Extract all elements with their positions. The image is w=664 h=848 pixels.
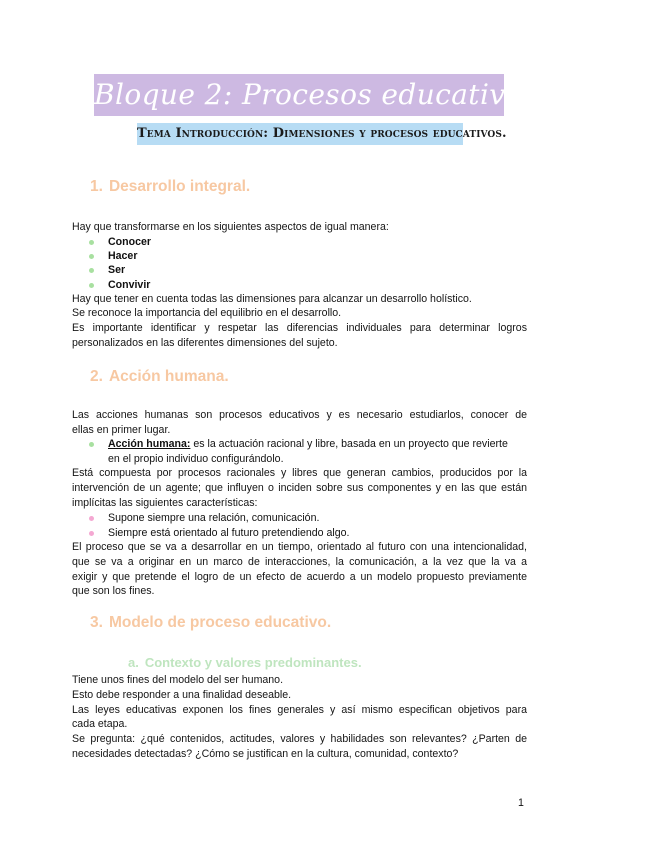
s2-definition-continuation: en el propio individuo configurándolo.	[108, 453, 284, 465]
s2-paragraph: que son los fines.	[72, 585, 155, 597]
s2-bullet-text: Siempre está orientado al futuro pretendiendo algo.	[108, 527, 350, 539]
s3-paragraph: Tiene unos fines del modelo del ser humano.	[72, 674, 284, 686]
s2-paragraph: implícitas las siguientes características:	[72, 497, 258, 509]
section-3-number: 3.	[90, 614, 103, 631]
s2-paragraph: Las acciones humanas son procesos educativos y es necesario estudiarlos, conocer de	[72, 409, 527, 421]
s1-bullet-text: Conocer	[108, 236, 151, 248]
bullet-dot-icon	[89, 283, 94, 288]
section-1-title: Desarrollo integral.	[108, 178, 251, 195]
s3-paragraph: cada etapa.	[72, 718, 128, 730]
s1-paragraph: Hay que tener en cuenta todas las dimensiones para alcanzar un desarrollo holístico.	[72, 293, 472, 305]
document-subtitle: Tema Introducción: Dimensiones y procesos educativos.	[137, 123, 463, 145]
section-1-heading	[90, 178, 250, 196]
s1-paragraph: Es importante identificar y respetar las diferencias individuales para determinar logros	[72, 322, 527, 334]
document-title: Bloque 2: Procesos educativos básicos.	[94, 78, 664, 111]
section-1-number: 1.	[90, 178, 103, 195]
bullet-dot-icon	[89, 268, 94, 273]
bullet-dot-icon	[89, 516, 94, 521]
s2-paragraph: exigir y que pretende el logro de un efecto de acuerdo a un modelo propuesto previamente	[72, 571, 527, 583]
section-2-number: 2.	[90, 368, 103, 385]
s3-paragraph: Se pregunta: ¿qué contenidos, actitudes, valores y habilidades son relevantes? ¿Parten de	[72, 733, 527, 745]
s2-bullet-text: Supone siempre una relación, comunicación.	[108, 512, 320, 524]
definition-term: Acción humana:	[108, 438, 191, 450]
s2-paragraph: Está compuesta por procesos racionales y libres que generan cambios, producidos por la	[72, 467, 527, 479]
s1-bullet-text: Hacer	[108, 250, 138, 262]
s2-paragraph: El proceso que se va a desarrollar en un tiempo, orientado al futuro con una intencionalidad,	[72, 541, 527, 553]
section-3a-heading	[128, 655, 362, 670]
bullet-dot-icon	[89, 254, 94, 259]
s2-paragraph: intervención de un agente; que influyen o inciden sobre sus componentes y en las que están	[72, 482, 527, 494]
section-3a-number: a.	[128, 655, 139, 670]
s1-bullet-text: Ser	[108, 264, 126, 276]
page-number: 1	[518, 797, 524, 809]
s1-paragraph: personalizados en las diferentes dimensiones del sujeto.	[72, 337, 338, 349]
section-3-title: Modelo de proceso educativo.	[108, 614, 332, 631]
definition-text: es la actuación racional y libre, basada en un proyecto que revierte	[190, 438, 508, 450]
s3-paragraph: Esto debe responder a una finalidad deseable.	[72, 689, 292, 701]
s1-bullet-text: Convivir	[108, 279, 151, 291]
s1-paragraph: Se reconoce la importancia del equilibrio en el desarrollo.	[72, 307, 342, 319]
s3-paragraph: necesidades detectadas? ¿Cómo se justifican en la cultura, comunidad, contexto?	[72, 748, 459, 760]
s1-intro: Hay que transformarse en los siguientes aspectos de igual manera:	[72, 221, 389, 233]
section-3a-title: Contexto y valores predominantes.	[144, 655, 362, 670]
s3-paragraph: Las leyes educativas exponen los fines generales y así mismo especifican objetivos para	[72, 704, 527, 716]
s2-paragraph: ellas en primer lugar.	[72, 424, 171, 436]
bullet-dot-icon	[89, 531, 94, 536]
bullet-dot-icon	[89, 240, 94, 245]
section-2-title: Acción humana.	[108, 368, 229, 385]
bullet-dot-icon	[89, 442, 94, 447]
s2-paragraph: que se va a originar en un marco de interacciones, la comunicación, a la vez que la va a	[72, 556, 527, 568]
section-3-heading	[90, 614, 331, 632]
section-2-heading	[90, 368, 229, 386]
